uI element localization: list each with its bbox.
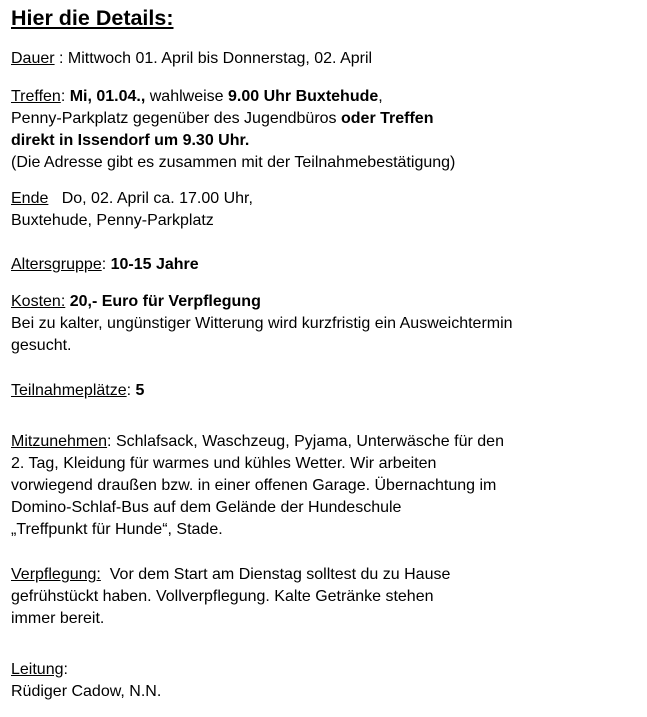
verpflegung-line-2: gefrühstückt haben. Vollverpflegung. Kalte Getränke stehen — [11, 588, 434, 605]
treffen-line-3 — [11, 130, 455, 152]
kosten-line-1 — [11, 291, 513, 313]
kosten-label: Kosten: — [11, 293, 66, 310]
section-treffen — [11, 86, 455, 174]
verpflegung-line-3: immer bereit. — [11, 610, 105, 627]
verpflegung-sep — [101, 566, 110, 583]
mitzunehmen-line-4: Domino-Schlaf-Bus auf dem Gelände der Hundeschule — [11, 499, 402, 516]
section-dauer — [11, 48, 372, 70]
treffen-time-buxtehude: 9.00 Uhr Buxtehude — [228, 88, 379, 105]
ende-line-2: Buxtehude, Penny-Parkplatz — [11, 212, 214, 229]
treffen-label: Treffen — [11, 88, 61, 105]
ende-label: Ende — [11, 190, 49, 207]
mitzunehmen-line-2: 2. Tag, Kleidung für warmes und kühles Wetter. Wir arbeiten — [11, 455, 437, 472]
mitzunehmen-label: Mitzunehmen — [11, 433, 108, 450]
mitzunehmen-text-1: Schlafsack, Waschzeug, Pyjama, Unterwäsche für den — [115, 433, 504, 450]
ende-line-1 — [11, 188, 253, 210]
leitung-line-1 — [11, 659, 161, 681]
verpflegung-label: Verpflegung: — [11, 566, 101, 583]
mitzunehmen-line-3: vorwiegend draußen bzw. in einer offenen Garage. Übernachtung im — [11, 477, 497, 494]
section-altersgruppe — [11, 254, 199, 276]
kosten-line-3: gesucht. — [11, 337, 72, 354]
leitung-sep: : — [63, 661, 68, 678]
teilnahmeplaetze-line — [11, 380, 144, 402]
page-title: Hier die Details: — [11, 6, 174, 30]
mitzunehmen-line-1 — [11, 431, 504, 453]
teilnahmeplaetze-label: Teilnahmeplätze — [11, 382, 127, 399]
dauer-text: Mittwoch 01. April bis Donnerstag, 02. April — [67, 50, 373, 67]
dauer-label: Dauer — [11, 50, 55, 67]
altersgruppe-value: 10-15 Jahre — [110, 256, 199, 273]
dauer-line — [11, 48, 372, 70]
treffen-line2-bold: oder Treffen — [341, 110, 434, 127]
section-teilnahmeplaetze — [11, 380, 144, 402]
kosten-value: 20,- Euro für Verpflegung — [69, 293, 261, 310]
altersgruppe-line — [11, 254, 199, 276]
section-mitzunehmen — [11, 431, 504, 541]
mitzunehmen-sep: : — [107, 433, 116, 450]
treffen-line-4: (Die Adresse gibt es zusammen mit der Teilnahmebestätigung) — [11, 154, 456, 171]
treffen-date: Mi, 01.04., — [69, 88, 146, 105]
section-verpflegung — [11, 564, 450, 630]
treffen-line3-bold: direkt in Issendorf um 9.30 Uhr. — [11, 132, 250, 149]
altersgruppe-label: Altersgruppe — [11, 256, 102, 273]
teilnahmeplaetze-sep: : — [126, 382, 136, 399]
verpflegung-line-1 — [11, 564, 450, 586]
treffen-sep: : — [60, 88, 70, 105]
treffen-line-1 — [11, 86, 455, 108]
treffen-line2-text: Penny-Parkplatz gegenüber des Jugendbüros — [11, 110, 341, 127]
mitzunehmen-line-5: „Treffpunkt für Hunde“, Stade. — [11, 521, 223, 538]
verpflegung-text-1: Vor dem Start am Dienstag solltest du zu Hause — [109, 566, 451, 583]
section-kosten — [11, 291, 513, 357]
ende-text: Do, 02. April ca. 17.00 Uhr, — [48, 190, 253, 207]
treffen-line-2 — [11, 108, 455, 130]
dauer-sep: : — [54, 50, 68, 67]
treffen-text-1: wahlweise — [145, 88, 228, 105]
section-ende — [11, 188, 253, 232]
teilnahmeplaetze-value: 5 — [135, 382, 145, 399]
leitung-line-2: Rüdiger Cadow, N.N. — [11, 683, 162, 700]
altersgruppe-sep: : — [101, 256, 111, 273]
section-leitung — [11, 659, 161, 703]
leitung-label: Leitung — [11, 661, 64, 678]
treffen-text-2: , — [378, 88, 383, 105]
kosten-line-2: Bei zu kalter, ungünstiger Witterung wird kurzfristig ein Ausweichtermin — [11, 315, 513, 332]
